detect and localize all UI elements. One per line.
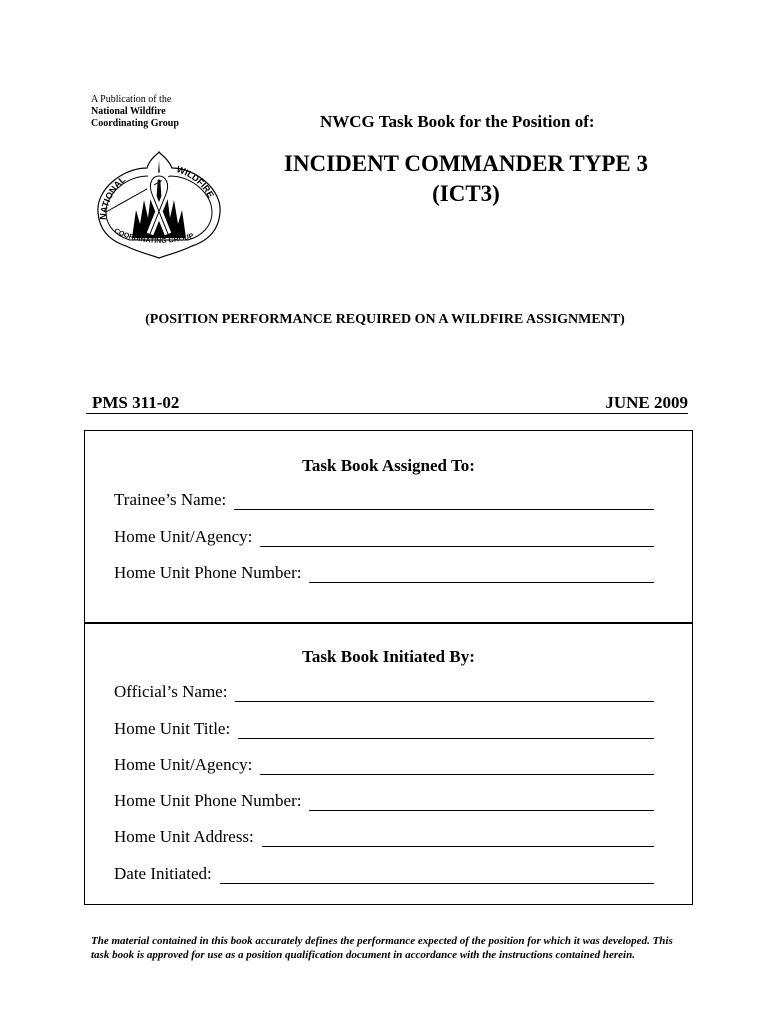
field-label: Home Unit/Agency: bbox=[114, 755, 253, 774]
nwcg-logo-icon bbox=[92, 150, 226, 260]
publisher-line-1: A Publication of the bbox=[91, 94, 172, 105]
fill-in-line[interactable] bbox=[309, 796, 654, 811]
date-initiated-field[interactable] bbox=[114, 864, 654, 884]
publisher-line-2: National Wildfire bbox=[91, 106, 166, 117]
official-name-field[interactable] bbox=[114, 682, 654, 702]
trainee-name-field[interactable] bbox=[114, 490, 654, 510]
field-label: Official’s Name: bbox=[114, 682, 228, 701]
home-unit-address-field[interactable] bbox=[114, 827, 654, 847]
fill-in-line[interactable] bbox=[235, 687, 654, 702]
logo-arc-right: WILDFIRE bbox=[175, 164, 216, 200]
fill-in-line[interactable] bbox=[260, 760, 654, 775]
home-unit-phone-field[interactable] bbox=[114, 791, 654, 811]
fill-in-line[interactable] bbox=[234, 495, 654, 510]
svg-text:WILDFIRE bbox=[175, 164, 216, 199]
field-label: Home Unit/Agency: bbox=[114, 527, 253, 546]
home-unit-phone-field[interactable] bbox=[114, 563, 654, 583]
initiated-by-title: Task Book Initiated By: bbox=[302, 647, 475, 666]
field-label: Trainee’s Name: bbox=[114, 490, 227, 509]
assigned-to-title: Task Book Assigned To: bbox=[302, 456, 475, 475]
position-title: INCIDENT COMMANDER TYPE 3 bbox=[284, 151, 648, 176]
home-unit-title-field[interactable] bbox=[114, 719, 654, 739]
field-label: Date Initiated: bbox=[114, 864, 212, 883]
fill-in-line[interactable] bbox=[309, 568, 654, 583]
field-label: Home Unit Title: bbox=[114, 719, 231, 738]
fill-in-line[interactable] bbox=[260, 532, 654, 547]
assignment-subtitle: (POSITION PERFORMANCE REQUIRED ON A WILDFIRE ASSIGNMENT) bbox=[145, 312, 625, 327]
field-label: Home Unit Address: bbox=[114, 827, 254, 846]
logo-arc-left: NATIONAL bbox=[97, 174, 128, 221]
footer-disclaimer: The material contained in this book accurately defines the performance expected of the position for which it was developed. This task book is approved for use as a position qualification document in accordance with the instructions contained herein. bbox=[91, 935, 673, 961]
home-unit-agency-field[interactable] bbox=[114, 755, 654, 775]
fill-in-line[interactable] bbox=[220, 869, 654, 884]
task-book-header: NWCG Task Book for the Position of: bbox=[320, 112, 595, 131]
publisher-block bbox=[91, 94, 179, 130]
home-unit-agency-field[interactable] bbox=[114, 527, 654, 547]
pms-number: PMS 311-02 bbox=[92, 393, 180, 412]
header-divider bbox=[86, 413, 688, 414]
field-label: Home Unit Phone Number: bbox=[114, 791, 302, 810]
field-label: Home Unit Phone Number: bbox=[114, 563, 302, 582]
assigned-to-section bbox=[84, 430, 693, 624]
logo-arc-bottom: COORDINATING GROUP bbox=[112, 227, 195, 245]
fill-in-line[interactable] bbox=[262, 832, 654, 847]
initiated-by-section bbox=[84, 622, 693, 905]
fill-in-line[interactable] bbox=[238, 724, 654, 739]
publication-date: JUNE 2009 bbox=[605, 393, 688, 412]
publisher-line-3: Coordinating Group bbox=[91, 118, 179, 129]
position-abbrev: (ICT3) bbox=[432, 181, 500, 206]
